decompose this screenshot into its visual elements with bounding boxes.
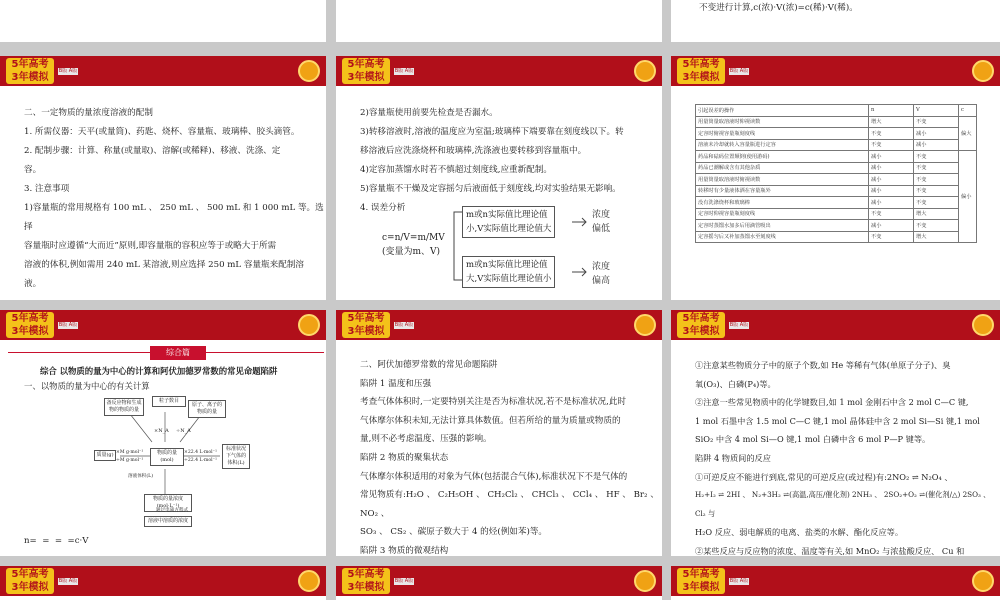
slide-title: 综合 以物质的量为中心的计算和阿伏加德罗常数的常见命题陷阱 <box>40 366 278 376</box>
text-line: H₂+I₂ ⇌ 2HI 、 N₂+3H₂ ⇌(高温,高压/催化剂) 2NH₃ 、 2SO₂+O₂ ⇌(催化剂/△) 2SO₃ 、 Cl₂ 与 <box>695 490 991 518</box>
text-line: ②某些反应与反应物的浓度、温度等有关,如 MnO₂ 与浓盐酸反应、 Cu 和 <box>695 545 965 556</box>
slide-header-bar <box>671 56 1000 86</box>
brand-logo: 5年高考 3年模拟 <box>6 312 54 338</box>
reaction-moles-box: 备反应物和生成物的物质的量 <box>104 398 144 416</box>
slide-error-analysis[interactable] <box>336 56 662 300</box>
edition-tag: B版 A版 <box>58 578 78 584</box>
div-na-label: ÷N_A <box>176 428 191 434</box>
slide-body-text <box>360 356 660 556</box>
solution-solute-box: 溶液中溶质的浓度 <box>144 516 192 527</box>
slide-header-bar <box>336 566 662 596</box>
particle-count-box: 粒子数目 <box>152 396 186 407</box>
brand-logo: 5年高考 3年模拟 <box>677 58 725 84</box>
text-line: 5)容量瓶不干燥及定容摇匀后液面低于刻度线,均对实验结果无影响。 <box>360 184 621 194</box>
low-error-condition-box: m或n实际值比理论值 小,V实际值比理论值大 <box>462 206 555 238</box>
text-line: 2. 配制步骤：计算、称量(或量取)、溶解(或稀释)、移液、洗涤、定 <box>24 146 281 156</box>
trap-heading: 陷阱 4 物质间的反应 <box>695 452 771 463</box>
slide-header-bar <box>671 310 1000 340</box>
brand-logo: 5年高考 3年模拟 <box>342 58 390 84</box>
slide-comprehensive-calc[interactable] <box>0 310 326 556</box>
result-arrows <box>570 206 592 286</box>
slide-error-table[interactable] <box>671 56 1000 300</box>
error-operation-table <box>695 104 977 243</box>
table-row: 用量筒量取溶液时仰视读数 增大 不变 偏大 <box>696 116 977 128</box>
slide-avogadro-traps-cont[interactable] <box>671 310 1000 556</box>
slide-header-bar <box>0 566 326 596</box>
slide-body-text <box>695 356 995 556</box>
table-row: 定容摇匀后又补加蒸馏水至刻度线 不变 增大 <box>696 231 977 243</box>
slide-top-middle <box>336 0 662 42</box>
edition-tag: B版 A版 <box>394 68 414 74</box>
concentration-formula: c=n/V=m/MV (变量为m、V) <box>382 233 445 257</box>
edition-tag: B版 A版 <box>394 322 414 328</box>
text-line: 4)定容加蒸馏水时若不慎超过刻度线,应重新配制。 <box>360 165 553 175</box>
continued-text: 不变进行计算,c(浓)·V(浓)=c(稀)·V(稀)。 <box>699 3 858 13</box>
text-line: 液。 <box>24 279 42 289</box>
edition-tag: B版 A版 <box>58 68 78 74</box>
medal-icon <box>972 314 994 336</box>
medal-icon <box>298 314 320 336</box>
table-row: 定容时俯视容量瓶刻度线 不变 减小 <box>696 128 977 140</box>
text-line: SiO₂ 中含 4 mol Si—O 键,1 mol 白磷中含 6 mol P—P 键等。 <box>695 434 931 445</box>
medal-icon <box>972 60 994 82</box>
via-ionization-label: 通过电离方程式 <box>156 508 189 513</box>
slide-next-right <box>671 566 1000 600</box>
trap-heading: 陷阱 3 物质的微观结构 <box>360 545 449 556</box>
solution-volume-label: 溶液体积(L) <box>128 474 154 479</box>
text-line: ①注意某些物质分子中的原子个数,如 He 等稀有气体(单原子分子)、臭 <box>695 360 951 370</box>
text-line: 容量瓶时应遵循“大而近”原则,即容量瓶的容积应等于或略大于所需 <box>24 241 277 251</box>
text-line: H₂O 反应、弱电解质的电离、盐类的水解、酯化反应等。 <box>695 527 904 538</box>
slide-avogadro-traps[interactable] <box>336 310 662 556</box>
medal-icon <box>634 60 656 82</box>
medal-icon <box>298 570 320 592</box>
result-cell: 偏小 <box>959 151 977 243</box>
table-row: 定容时蒸馏水加多后用滴管吸出 减小 不变 <box>696 220 977 232</box>
medal-icon <box>972 570 994 592</box>
trap-heading: 陷阱 2 物质的聚集状态 <box>360 452 449 463</box>
brand-logo: 5年高考 3年模拟 <box>6 568 54 594</box>
text-line: 3. 注意事项 <box>24 184 70 194</box>
edition-tag: B版 A版 <box>394 578 414 584</box>
result-high: 浓度 偏高 <box>592 262 611 286</box>
brand-logo: 5年高考 3年模拟 <box>677 568 725 594</box>
table-header-row <box>696 105 977 117</box>
text-line: 容。 <box>24 165 42 175</box>
atom-ion-moles-box: 原子、离子的物质的量 <box>188 400 226 418</box>
table-row: 用量筒量取溶液时俯视读数 减小 不变 <box>696 174 977 186</box>
slide-header-bar <box>336 56 662 86</box>
slide-header-bar <box>0 310 326 340</box>
trap-heading: 陷阱 1 温度和压强 <box>360 378 432 389</box>
text-line: 气体摩尔体积适用的对象为气体(包括混合气体),标准状况下不是气体的 <box>360 471 628 482</box>
high-error-condition-box: m或n实际值比理论值 大,V实际值比理论值小 <box>462 256 555 288</box>
slide-subtitle: 一、以物质的量为中心的有关计算 <box>24 381 150 391</box>
mul-na-label: ×N_A <box>154 428 169 434</box>
text-line: 常见物质有:H₂O 、 C₂H₅OH 、 CH₂Cl₂ 、 CHCl₃ 、 CCl₄ 、 HF 、 Br₂ 、 <box>360 490 659 501</box>
text-line: 气体摩尔体积未知,无法计算具体数值。但若所给的量为质量或物质的 <box>360 415 621 426</box>
table-header-cell: n <box>869 105 914 117</box>
slide-top-left <box>0 0 326 42</box>
brand-logo: 5年高考 3年模拟 <box>342 568 390 594</box>
text-line: ②注意一些常见物质中的化学键数目,如 1 mol 金刚石中含 2 mol C—C 键, <box>695 397 969 408</box>
table-row: 药品已潮解或含有其他杂质 减小 不变 <box>696 162 977 174</box>
text-line: ①可逆反应不能进行到底,常见的可逆反应(或过程)有:2NO₂ ⇌ N₂O₄ 、 <box>695 471 953 482</box>
slide-header-bar <box>0 56 326 86</box>
edition-tag: B版 A版 <box>729 68 749 74</box>
gas-volume-box: 标准状况下气体的体积(L) <box>222 444 250 469</box>
slide-top-right <box>671 0 1000 42</box>
text-line: 1 mol 石墨中含 1.5 mol C—C 键,1 mol 晶体硅中含 2 mol Si—Si 键,1 mol <box>695 415 980 426</box>
table-row: 溶液未冷却就转入容量瓶进行定容 不变 减小 <box>696 139 977 151</box>
concentration-box: 物质的量浓度(mol·L⁻¹) <box>144 494 192 512</box>
brand-logo: 5年高考 3年模拟 <box>342 312 390 338</box>
summary-formula: n= = = =c·V <box>24 536 89 546</box>
text-line: 溶液的体积,例如需用 240 mL 某溶液,则应选择 250 mL 容量瓶来配制溶 <box>24 260 305 270</box>
medal-icon <box>634 570 656 592</box>
brand-logo: 5年高考 3年模拟 <box>6 58 54 84</box>
medal-icon <box>634 314 656 336</box>
mul-vm-label: ×22.4 L·mol⁻¹ <box>184 450 217 455</box>
moles-box: 物质的量(mol) <box>150 448 184 466</box>
mul-m-label: ×M g·mol⁻¹ <box>116 450 144 455</box>
section-ribbon: 综合篇 <box>150 346 206 360</box>
text-line: 4. 误差分析 <box>360 203 406 213</box>
table-header-cell: V <box>914 105 959 117</box>
div-m-label: ÷M g·mol⁻¹ <box>116 458 144 463</box>
edition-tag: B版 A版 <box>729 322 749 328</box>
table-row: 定容时仰视容量瓶刻度线 不变 增大 <box>696 208 977 220</box>
text-line: 1)容量瓶的常用规格有 100 mL 、 250 mL 、 500 mL 和 1 000 mL 等。选择 <box>24 203 324 232</box>
result-cell: 偏大 <box>959 116 977 151</box>
slide-header-bar <box>671 566 1000 596</box>
text-line: 考查气体体积时,一定要特别关注是否为标准状况,若不是标准状况,此时 <box>360 397 627 408</box>
text-line: 3)转移溶液时,溶液的温度应为室温;玻璃棒下端要靠在刻度线以下。转 <box>360 127 624 137</box>
edition-tag: B版 A版 <box>58 322 78 328</box>
table-row: 转移时有少量液体洒在容量瓶外 减小 不变 <box>696 185 977 197</box>
slide-solution-preparation[interactable] <box>0 56 326 300</box>
table-header-cell: 引起误差的操作 <box>696 105 869 117</box>
slide-body-text <box>24 104 324 294</box>
text-line: 1. 所需仪器：天平(或量筒)、药匙、烧杯、容量瓶、玻璃棒、胶头滴管。 <box>24 127 300 137</box>
slide-next-left <box>0 566 326 600</box>
table-row: 没有洗涤烧杯和玻璃棒 减小 不变 <box>696 197 977 209</box>
div-vm-label: ÷22.4 L·mol⁻¹ <box>184 458 217 463</box>
text-line: NO₂ 、 <box>360 508 390 519</box>
mass-box: 质量(g) <box>94 450 116 461</box>
text-line: 2)容量瓶使用前要先检查是否漏水。 <box>360 108 498 118</box>
slide-next-middle <box>336 566 662 600</box>
edition-tag: B版 A版 <box>729 578 749 584</box>
text-line: 量,则不必考虑温度、压强的影响。 <box>360 434 492 445</box>
text-line: 移溶液后应洗涤烧杯和玻璃棒,洗涤液也要转移到容量瓶中。 <box>360 146 587 156</box>
brand-logo: 5年高考 3年模拟 <box>677 312 725 338</box>
table-row: 药品和砝码位置颠倒(使用游码) 减小 不变 偏小 <box>696 151 977 163</box>
slide-header-bar <box>336 310 662 340</box>
text-line: SO₃ 、 CS₂ 、碳原子数大于 4 的烃(例如苯)等。 <box>360 527 548 538</box>
slide-body-text <box>360 104 660 218</box>
result-low: 浓度 偏低 <box>592 210 611 234</box>
text-line: 氧(O₃)、白磷(P₄)等。 <box>695 378 776 389</box>
section-heading: 二、阿伏加德罗常数的常见命题陷阱 <box>360 360 498 370</box>
medal-icon <box>298 60 320 82</box>
section-heading: 二、一定物质的量浓度溶液的配制 <box>24 108 153 118</box>
table-header-cell: c <box>959 105 977 117</box>
